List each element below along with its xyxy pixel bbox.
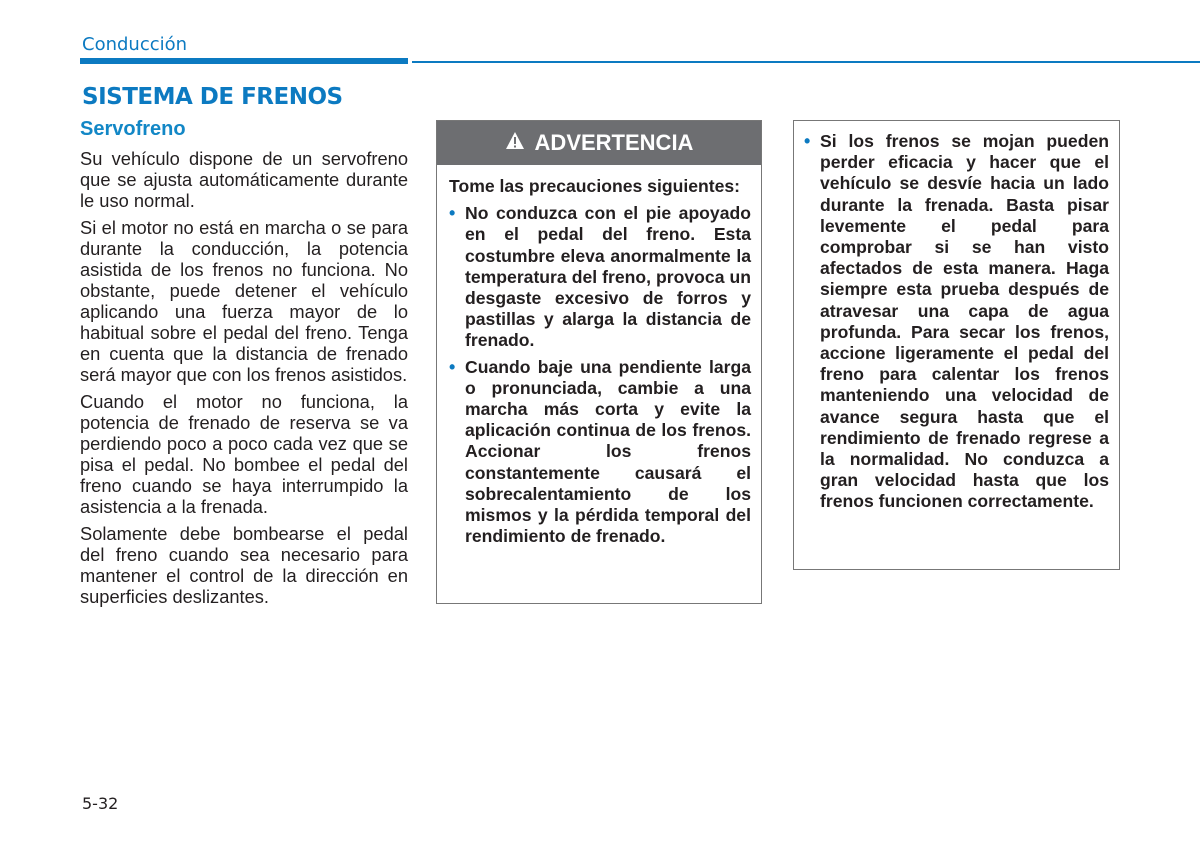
header-rule-thick <box>80 58 408 64</box>
list-item <box>449 357 751 548</box>
paragraph: Solamente debe bombearse el pedal del freno cuando sea necesario para mantener el control de la dirección en superficies deslizantes. <box>80 523 408 607</box>
list-item-text: Si los frenos se mojan pueden perder eficacia y hacer que el vehículo se desvíe hacia un lado durante la frenada. Basta pisar levemente el pedal para comprobar si se han visto afectados de esta manera. Haga siempre esta prueba después de atravesar una capa de agua profunda. Para secar los frenos, accione ligeramente el pedal del freno para calentar los frenos manteniendo una velocidad de avance segura hasta que el rendimiento de frenado regrese a la normalidad. No conduzca a gran velocidad hasta que los frenos funcionen correctamente. <box>820 131 1109 512</box>
page-title: SISTEMA DE FRENOS <box>82 84 343 110</box>
warning-header <box>437 121 761 165</box>
warning-body <box>437 165 761 547</box>
section-label: Conducción <box>82 34 188 55</box>
paragraph: Si el motor no está en marcha o se para durante la conducción, la potencia asistida de los frenos no funciona. No obstante, puede detener el vehículo aplicando una fuerza mayor de lo habitual sobre el pedal del freno. Tenga en cuenta que la distancia de frenado será mayor que con los frenos asistidos. <box>80 217 408 385</box>
bullet: • <box>449 203 456 224</box>
body-text-column <box>80 148 408 613</box>
paragraph: Cuando el motor no funciona, la potencia de frenado de reserva se va perdiendo poco a poco cada vez que se pisa el pedal. No bombee el pedal del freno cuando se haya interrumpido la asistencia a la frenada. <box>80 391 408 517</box>
warning-continuation-box <box>793 120 1120 570</box>
warning-intro: Tome las precauciones siguientes: <box>449 176 741 196</box>
page-number: 5-32 <box>82 794 119 813</box>
list-item-text: Cuando baje una pendiente larga o pronunciada, cambie a una marcha más corta y evite la aplicación continua de los frenos. Accionar los frenos constantemente causará el sobrecalentamiento de los mismos y la pérdida temporal del rendimiento de frenado. <box>465 356 751 547</box>
warning-box <box>436 120 762 604</box>
section-subtitle: Servofreno <box>80 118 186 140</box>
bullet: • <box>449 356 456 377</box>
header-rule-thin <box>412 61 1200 63</box>
list-item <box>804 131 1109 513</box>
list-item-text: No conduzca con el pie apoyado en el pedal del freno. Esta costumbre eleva anormalmente la temperatura del freno, provoca un desgaste excesivo de forros y pastillas y alarga la distancia de frenado. <box>465 203 751 351</box>
warning-heading: ADVERTENCIA <box>534 130 694 155</box>
paragraph: Su vehículo dispone de un servofreno que se ajusta automáticamente durante le uso normal. <box>80 148 408 211</box>
list-item <box>449 203 751 351</box>
bullet: • <box>804 131 811 151</box>
warning-triangle-icon <box>505 130 525 156</box>
